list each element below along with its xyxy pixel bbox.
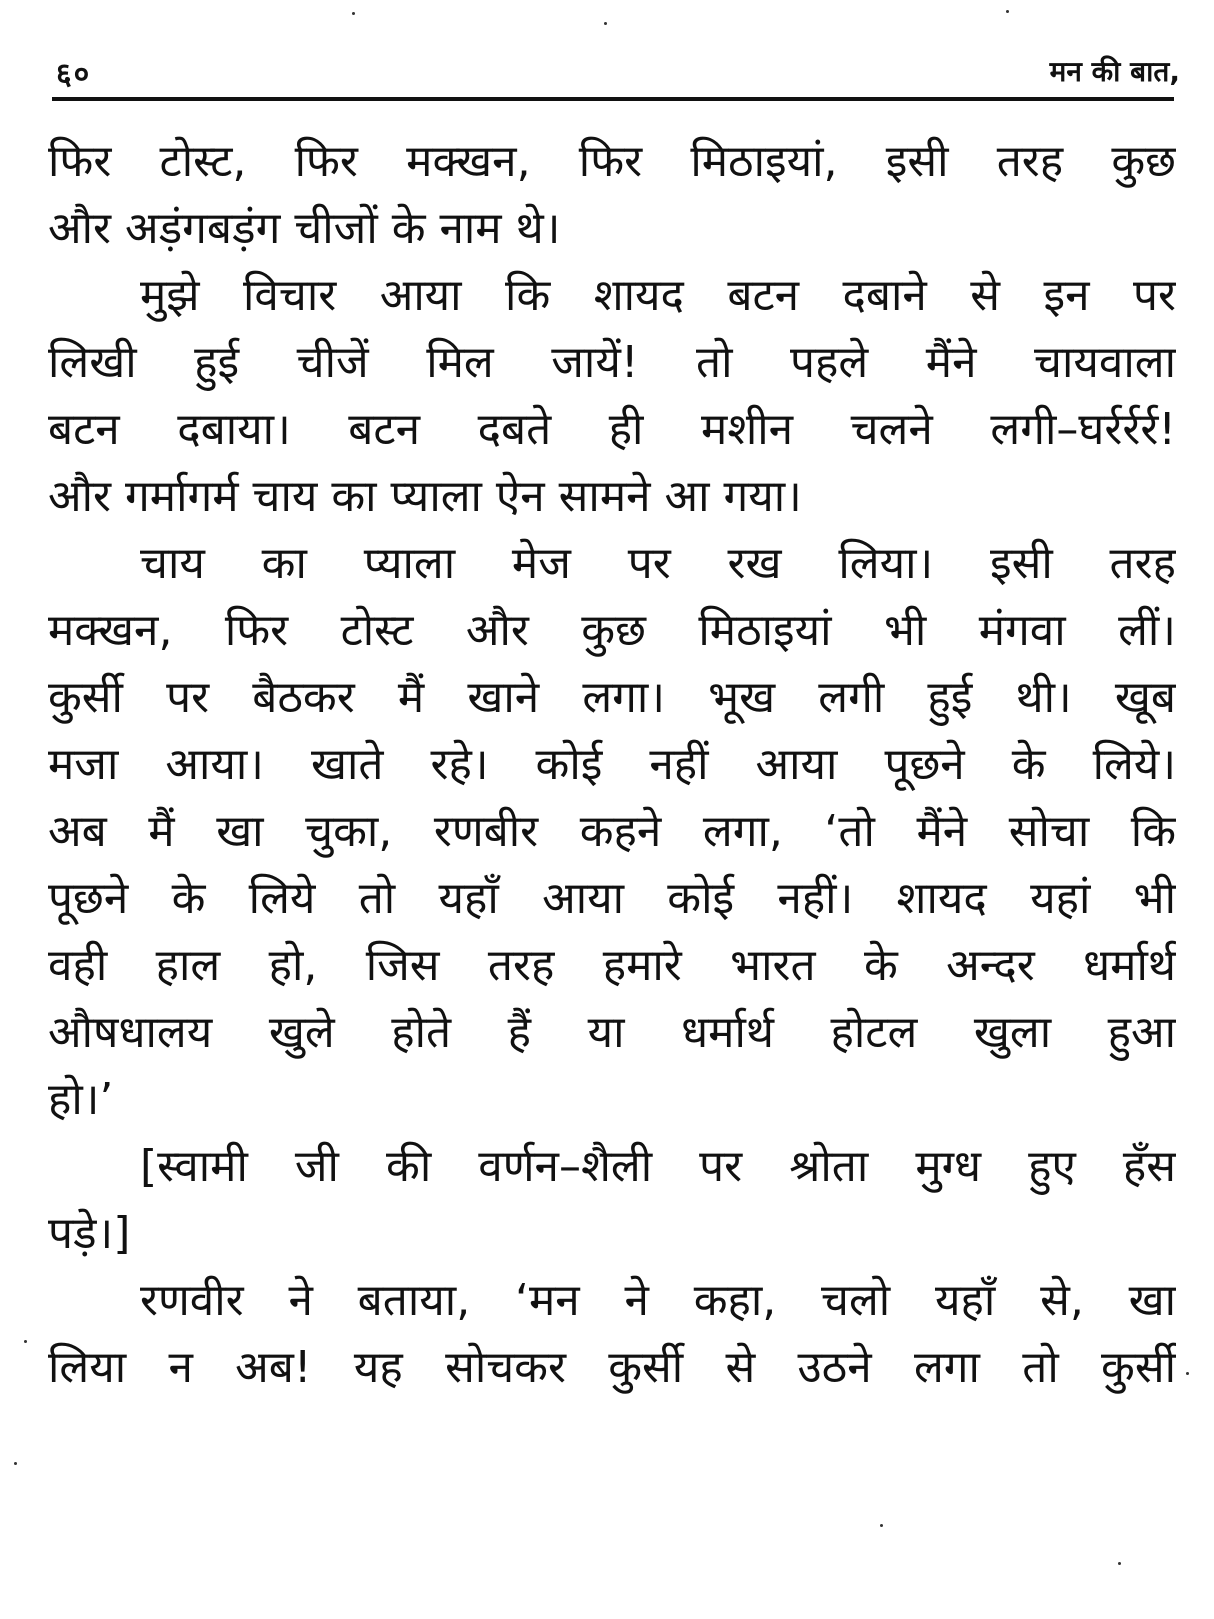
scan-speck bbox=[24, 1340, 27, 1343]
text-line: [स्वामी जी की वर्णन–शैली पर श्रोता मुग्ध हुए हँस bbox=[140, 1141, 1176, 1192]
scan-speck bbox=[880, 1524, 883, 1527]
text-line: लिया न अब! यह सोचकर कुर्सी से उठने लगा तो कुर्सी bbox=[48, 1342, 1176, 1393]
page-header bbox=[50, 44, 1180, 94]
text-line: और अड़ंगबड़ंग चीजों के नाम थे। bbox=[48, 203, 561, 254]
body-text bbox=[48, 128, 1176, 1401]
text-line: वही हाल हो, जिस तरह हमारे भारत के अन्दर धर्मार्थ bbox=[48, 940, 1176, 991]
text-line: फिर टोस्ट, फिर मक्खन, फिर मिठाइयां, इसी तरह कुछ bbox=[48, 136, 1176, 187]
text-line: कुर्सी पर बैठकर मैं खाने लगा। भूख लगी हुई थी। खूब bbox=[48, 672, 1176, 723]
text-line: अब मैं खा चुका, रणबीर कहने लगा, ‘तो मैंने सोचा कि bbox=[48, 806, 1176, 857]
text-line: पड़े।] bbox=[48, 1208, 131, 1259]
scan-speck bbox=[1118, 1562, 1121, 1565]
text-line: औषधालय खुले होते हैं या धर्मार्थ होटल खुला हुआ bbox=[48, 1007, 1176, 1058]
page-number: ६० bbox=[56, 57, 92, 92]
text-line: पूछने के लिये तो यहाँ आया कोई नहीं। शायद यहां भी bbox=[48, 873, 1176, 924]
text-line: मुझे विचार आया कि शायद बटन दबाने से इन पर bbox=[140, 270, 1176, 321]
text-line: बटन दबाया। बटन दबते ही मशीन चलने लगी–घर्रर्रर्र! bbox=[48, 404, 1176, 455]
header-rule bbox=[52, 97, 1174, 101]
scan-speck bbox=[352, 12, 355, 15]
scan-speck bbox=[1006, 10, 1009, 13]
text-line: रणवीर ने बताया, ‘मन ने कहा, चलो यहाँ से, खा bbox=[140, 1275, 1176, 1326]
scan-speck bbox=[604, 22, 607, 25]
text-line: हो।’ bbox=[48, 1074, 114, 1125]
scan-speck bbox=[14, 1462, 17, 1465]
text-line: चाय का प्याला मेज पर रख लिया। इसी तरह bbox=[140, 538, 1176, 589]
text-line: और गर्मागर्म चाय का प्याला ऐन सामने आ गया। bbox=[48, 471, 802, 522]
text-line: लिखी हुई चीजें मिल जायें! तो पहले मैंने चायवाला bbox=[48, 337, 1176, 388]
text-line: मजा आया। खाते रहे। कोई नहीं आया पूछने के लिये। bbox=[48, 739, 1176, 790]
text-line: मक्खन, फिर टोस्ट और कुछ मिठाइयां भी मंगवा लीं। bbox=[48, 605, 1176, 656]
scan-speck bbox=[1186, 1372, 1189, 1375]
running-title: मन की बात, bbox=[1049, 55, 1180, 88]
